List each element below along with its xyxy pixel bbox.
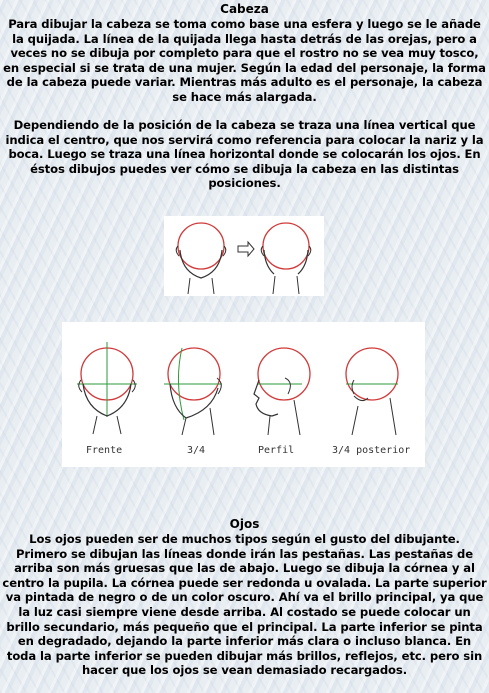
head-sketch-right xyxy=(261,223,311,294)
label-three-quarter-back: 3/4 posterior xyxy=(332,445,411,456)
ojos-paragraph: Los ojos pueden ser de muchos tipos según el gusto del dibujante. Primero se dibujan las líneas donde irán las pestañas. Las pestañas de arriba son más gruesas que las de abajo. Luego se dibuja la córnea y al centro la pupila. La córnea puede ser redonda u ovalada. La parte superior va pintada de negro o de un color oscuro. Ahí va el brillo principal, ya que la luz casi siempre viene desde arriba. Al costado se puede colocar un brillo secundario, más pequeño que el principal. La parte inferior se pinta en degradado, dejando la parte inferior más clara o incluso blanca. En toda la parte inferior se pueden dibujar más brillos, reflejos, etc. pero sin hacer que los ojos se vean demasiado recargados. xyxy=(2,532,487,678)
label-front: Frente xyxy=(86,445,123,456)
head-profile xyxy=(254,348,310,435)
head-three-quarter xyxy=(164,348,222,435)
head-three-quarter-back xyxy=(346,348,398,435)
arrow-icon xyxy=(238,242,254,256)
section-title-ojos: Ojos xyxy=(229,517,260,531)
head-sketch-left xyxy=(176,223,226,294)
head-front xyxy=(77,342,137,434)
head-construction-figure xyxy=(164,216,324,296)
head-positions-figure xyxy=(62,322,425,467)
label-three-quarter: 3/4 xyxy=(187,445,206,456)
cabeza-paragraph-1: Para dibujar la cabeza se toma como base una esfera y luego se le añade la quijada. La línea de la quijada llega hasta detrás de las orejas, pero a veces no se dibuja por completo para que el rostro no se vea muy tosco, en especial si se trata de una mujer. Según la edad del personaje, la forma de la cabeza puede variar. Mientras más adulto es el personaje, la cabeza se hace más alargada. xyxy=(3,17,486,104)
label-profile: Perfil xyxy=(258,445,295,456)
section-title-cabeza: Cabeza xyxy=(220,2,269,16)
cabeza-paragraph-2: Dependiendo de la posición de la cabeza se traza una línea vertical que indica el centro, que nos servirá como referencia para colocar la nariz y la boca. Luego se traza una línea horizontal donde se colocarán los ojos. En éstos dibujos puedes ver cómo se dibuja la cabeza en las distintas posiciones. xyxy=(5,118,484,191)
